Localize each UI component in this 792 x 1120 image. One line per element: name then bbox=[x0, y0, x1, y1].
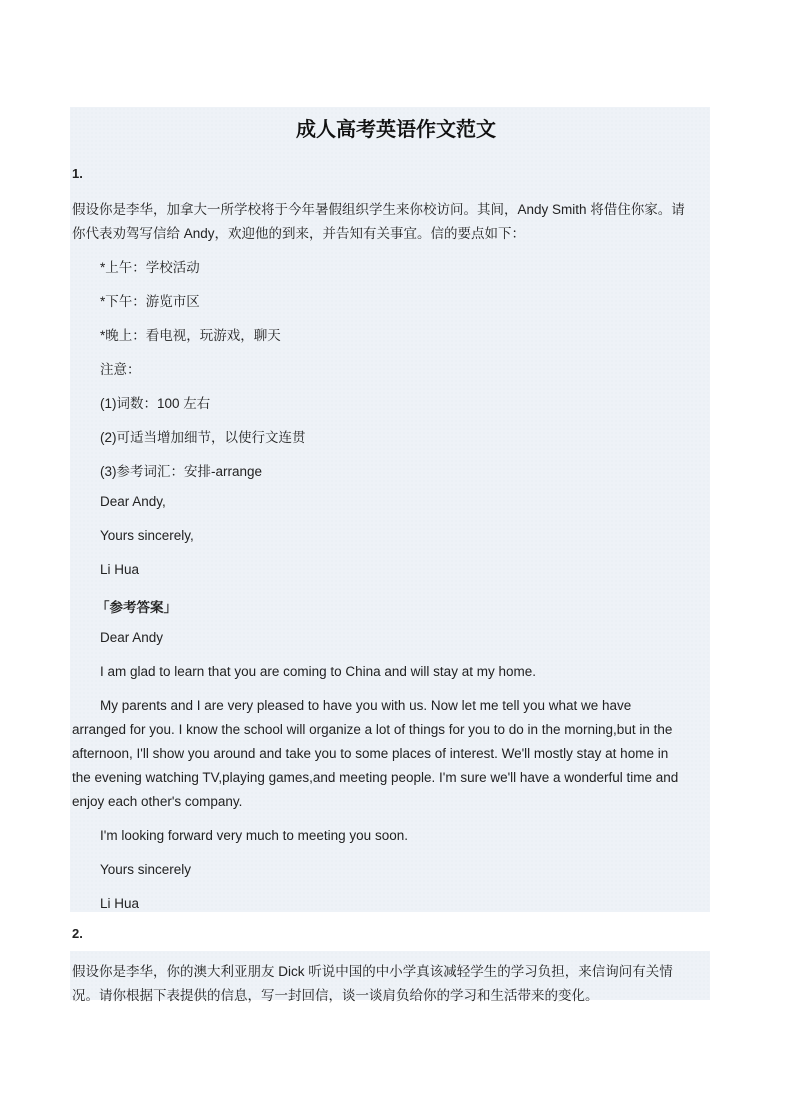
template-line: Dear Andy, bbox=[100, 494, 166, 509]
prompt-line: 况。请你根据下表提供的信息，写一封回信，谈一谈肩负给你的学习和生活带来的变化。 bbox=[72, 988, 599, 1003]
template-line: Li Hua bbox=[100, 562, 140, 577]
note-item: (1)词数：100 左右 bbox=[100, 396, 211, 411]
answer-label: 「参考答案」 bbox=[96, 600, 177, 615]
answer-signature: Li Hua bbox=[100, 896, 140, 911]
answer-paragraph-2-line: arranged for you. I know the school will organize a lot of things for you to do in the morning,but in the bbox=[72, 722, 673, 737]
point-item: *下午：游览市区 bbox=[100, 294, 200, 309]
answer-paragraph-3: I'm looking forward very much to meeting you soon. bbox=[100, 828, 408, 843]
page-title: 成人高考英语作文范文 bbox=[296, 117, 496, 141]
note-item: (3)参考词汇：安排-arrange bbox=[100, 464, 263, 479]
notes-label: 注意： bbox=[100, 362, 141, 377]
answer-paragraph-2-line: afternoon, I'll show you around and take you to some places of interest. We'll mostly stay at home in bbox=[72, 746, 669, 761]
note-item: (2)可适当增加细节，以使行文连贯 bbox=[100, 430, 306, 445]
answer-paragraph-2-line: the evening watching TV,playing games,and meeting people. I'm sure we'll have a wonderful time and bbox=[72, 770, 679, 785]
answer-paragraph-2-line: enjoy each other's company. bbox=[72, 794, 243, 809]
answer-paragraph-2-line: My parents and I are very pleased to have you with us. Now let me tell you what we have bbox=[100, 698, 632, 713]
section-1-number: 1. bbox=[72, 166, 83, 181]
answer-closing: Yours sincerely bbox=[100, 862, 192, 877]
answer-paragraph-1: I am glad to learn that you are coming to China and will stay at my home. bbox=[100, 664, 536, 679]
answer-greeting: Dear Andy bbox=[100, 630, 164, 645]
section-2-number: 2. bbox=[72, 926, 83, 941]
point-item: *晚上：看电视，玩游戏，聊天 bbox=[100, 328, 281, 343]
prompt-line: 你代表劝驾写信给 Andy，欢迎他的到来，并告知有关事宜。信的要点如下： bbox=[72, 226, 526, 241]
prompt-line: 假设你是李华，加拿大一所学校将于今年暑假组织学生来你校访问。其间，Andy Smith 将借住你家。请 bbox=[72, 202, 685, 217]
template-line: Yours sincerely, bbox=[100, 528, 194, 543]
prompt-line: 假设你是李华，你的澳大利亚朋友 Dick 听说中国的中小学真该减轻学生的学习负担，来信询问有关情 bbox=[72, 964, 673, 979]
point-item: *上午：学校活动 bbox=[100, 260, 200, 275]
